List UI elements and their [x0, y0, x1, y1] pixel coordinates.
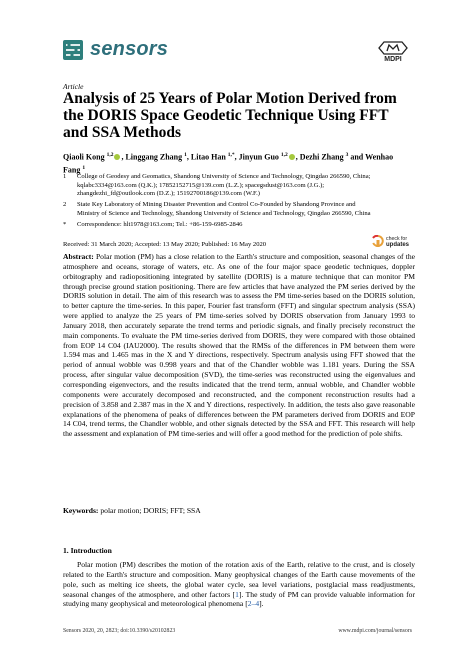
affiliation-1 — [63, 173, 423, 199]
footer-citation: Sensors 2020, 20, 2823; doi:10.3390/s20102823 — [63, 628, 176, 634]
check-updates-line1: check for — [386, 236, 408, 242]
author-affil-sup: 1,2 — [106, 152, 114, 158]
intro-text: ]. The study of PM can provide valuable information for studying many geophysical and meteorological phenomena [ — [63, 589, 415, 609]
check-updates-line2: updates — [386, 242, 410, 248]
introduction-paragraph — [63, 560, 415, 609]
intro-text: ]. — [259, 599, 264, 609]
journal-logo-icon — [63, 40, 83, 60]
section-heading: 1. Introduction — [63, 546, 112, 555]
abstract — [63, 252, 415, 439]
check-updates-icon — [372, 235, 384, 249]
author-name: Qiaoli Kong — [63, 152, 105, 162]
affiliation-line: State Key Laboratory of Mining Disaster Prevention and Control Co-Founded by Shandong Province and — [77, 201, 356, 208]
reference-link[interactable]: 1 — [235, 589, 239, 599]
affiliation-number: 1 — [63, 173, 67, 180]
author-name: Wenhao Fang — [63, 152, 394, 175]
author-list: Qiaoli Kong $^{1,2}$ , Linggang Zhang $^1$, Litao Han $^{1,*}$, Jinyun Guo $^{1,2}$ , Dezhi Zhang $^3$ and Wenhao Fang $^1$ — [63, 152, 394, 175]
correspondence-line: Correspondence: hlt1978@163.com; Tel.: +86-159-6985-2846 — [77, 221, 243, 228]
affiliation-line: Ministry of Science and Technology, Shandong University of Science and Technology, Qingdao 266590, China — [77, 209, 371, 217]
affiliation-line: College of Geodesy and Geomatics, Shandong University of Science and Technology, Qingdao 266590, China; — [77, 173, 371, 180]
author-name: Litao Han — [190, 152, 226, 162]
mdpi-logo-icon — [376, 40, 410, 56]
affiliation-line: kqlabc3334@163.com (Q.K.); 17852152715@139.com (L.Z.); spacegsdust@163.com (J.G.); — [77, 181, 325, 189]
footer-url[interactable]: www.mdpi.com/journal/sensors — [338, 628, 412, 634]
article-title: Analysis of 25 Years of Polar Motion Derived from the DORIS Space Geodetic Technique Using FFT and SSA Methods — [63, 90, 397, 141]
publication-dates: Received: 31 March 2020; Accepted: 13 May 2020; Published: 16 May 2020 — [63, 241, 267, 248]
author-affil-sup: 1,* — [227, 152, 235, 158]
mdpi-logo[interactable] — [376, 40, 410, 62]
orcid-icon[interactable] — [289, 154, 295, 160]
author-name: Linggang Zhang — [125, 152, 183, 162]
keywords-label: Keywords: — [63, 506, 99, 515]
orcid-icon[interactable] — [114, 154, 120, 160]
intro-text: Polar motion (PM) describes the motion of the rotation axis of the Earth, relative to the crust, and is closely related to the Earth's structure and composition. Many geophysical changes of the Earth cause movements of the pole, such as melting ice sheets, the global water cycle, sea level variations, postglacial mass readjustments, seasonal changes of the atmosphere, and other factors [ — [63, 560, 415, 599]
affiliation-2 — [63, 201, 423, 218]
article-type: Article — [63, 82, 84, 91]
reference-link[interactable]: 2–4 — [247, 599, 260, 609]
correspondence — [63, 221, 423, 230]
affiliation-number: * — [63, 221, 67, 228]
journal-name[interactable]: sensors — [90, 38, 169, 60]
keywords-text: polar motion; DORIS; FFT; SSA — [100, 506, 201, 515]
author-affil-sup: 1 — [82, 164, 86, 171]
abstract-text: Polar motion (PM) has a close relation to the Earth's structure and composition, seasonal changes of the atmosphere and oceans, storage of waters, etc. As one of the four major space geodetic techniques, doppler orbitography and radiopositioning integrated by satellite (DORIS) is a mature technique that can monitor PM through precise ground station positioning. There are few articles that have analyzed the PM series derived by the DORIS solution in detail. The aim of this research was to assess the PM time-series based on the DORIS solution, to better capture the time-series. In this paper, Fourier fast transform (FFT) and singular spectrum analysis (SSA) were applied to analyze the 25 years of PM time-series solved by DORIS observation from January 1993 to January 2018, then accurately separate the trend terms and periodic signals, and finally precisely reconstruct the main components. To evaluate the PM time-series derived from DORIS, they were compared with those obtained from EOP 14 C04 (IAU2000). The results showed that the RMSs of the differences in PM between them were 1.594 mas and 1.465 mas in the X and Y directions, respectively. Spectrum analysis using FFT showed that the period of annual wobble was 0.998 years and that of the Chandler wobble was 1.181 years. During the SSA process, after singular value decomposition (SVD), the time-series was reconstructed using the eigenvalues and corresponding eigenvectors, and the results indicated that the trend term, annual wobble, and Chandler wobble components were accurately decomposed and reconstructed, and the component reconstruction results had a precision of 3.858 and 2.387 mas in the X and Y directions, respectively. In addition, the tests also gave reasonable explanations of the phenomena of peaks of differences between the PM parameters derived from DORIS and EOP 14 C04, trend terms, the Chandler wobble, and other signals detected by the SSA and FFT. This research will help the assessment and explanation of PM time-series and will offer a good method for the prediction of pole shifts. — [63, 252, 415, 439]
keywords — [63, 506, 201, 515]
author-affil-sup: 3 — [345, 152, 349, 158]
author-affil-sup: 1 — [184, 152, 187, 158]
publisher-name: MDPI — [384, 56, 402, 63]
abstract-label: Abstract: — [63, 252, 94, 261]
author-name: Jinyun Guo — [238, 152, 279, 162]
affiliation-line: zhangdezhi_fd@outlook.com (D.Z.); 15192700186@139.com (W.F.) — [77, 190, 260, 198]
author-affil-sup: 1,2 — [280, 152, 288, 158]
affiliation-number: 2 — [63, 201, 67, 208]
author-name: Dezhi Zhang — [299, 152, 344, 162]
